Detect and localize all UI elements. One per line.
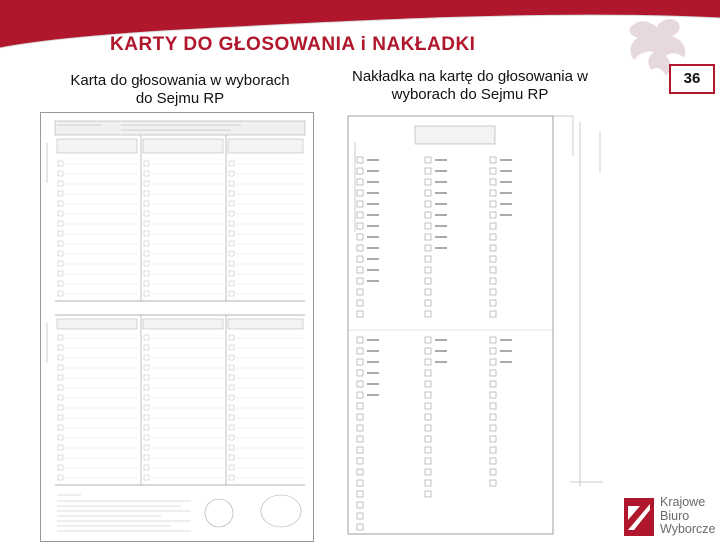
overlay-drawing xyxy=(345,112,610,540)
logo-line-1: Krajowe xyxy=(660,495,706,509)
caption-overlay: Nakładka na kartę do głosowania w wyborach do Sejmu RP xyxy=(352,68,588,103)
ballot-card-svg xyxy=(41,113,313,541)
logo-line-2: Biuro xyxy=(660,508,690,523)
ballot-card-drawing xyxy=(40,112,314,542)
page-number-badge: 36 xyxy=(669,64,715,94)
overlay-svg xyxy=(345,112,610,540)
page-title: KARTY DO GŁOSOWANIA i NAKŁADKI xyxy=(110,34,476,55)
logo-line-3: Wyborcze xyxy=(660,522,716,536)
kbw-logo-text xyxy=(660,496,715,537)
caption-ballot: Karta do głosowania w wyborach do Sejmu RP xyxy=(70,72,290,107)
